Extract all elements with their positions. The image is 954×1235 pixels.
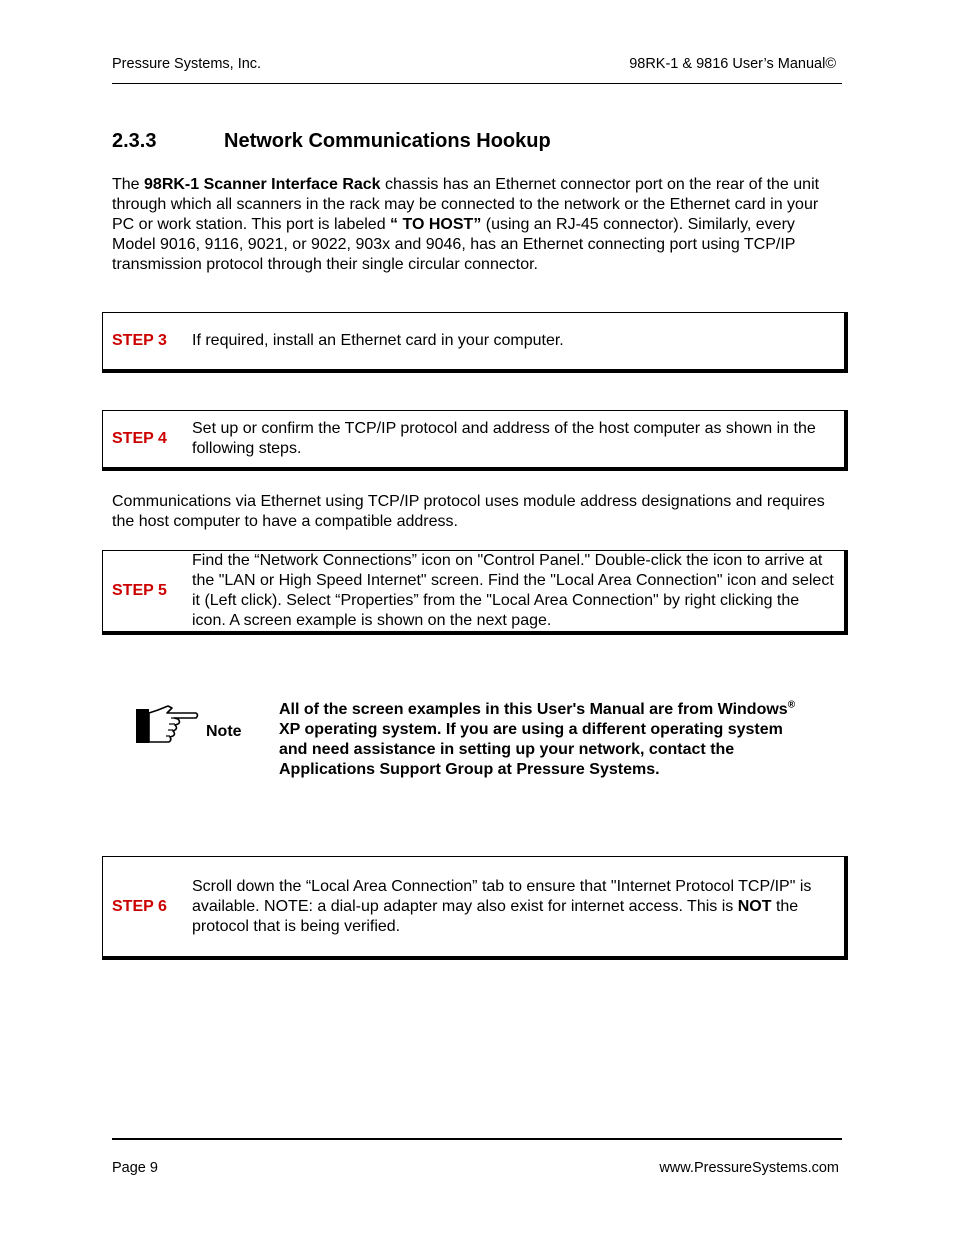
intro-paragraph bbox=[112, 175, 842, 275]
header-manual-title: 98RK-1 & 9816 User’s Manual© bbox=[629, 56, 836, 72]
step-5-text: Find the “Network Connections” icon on "Control Panel." Double-click the icon to arrive at the "LAN or High Speed Internet" screen. Find the "Local Area Connection" icon and select it (Left click). Select “Properties” from the "Local Area Connection" by right clicking the icon. A screen example is shown on the next page. bbox=[192, 552, 834, 629]
step-4-box bbox=[102, 410, 848, 471]
step-3-label: STEP 3 bbox=[112, 332, 167, 349]
note-text bbox=[279, 700, 799, 780]
step-5-label: STEP 5 bbox=[112, 582, 167, 599]
step-4-label: STEP 4 bbox=[112, 430, 167, 447]
page-number: Page 9 bbox=[112, 1160, 158, 1176]
step-6-text-1: Scroll down the “Local Area Connection” tab to ensure that "Internet Protocol TCP/IP" is available. NOTE: a dial-up adapter may also exist for internet access. This is bbox=[192, 877, 812, 915]
intro-text-2: chassis has an Ethernet connector port on the rear of the unit through which all scanners in the rack may be connected to the network or the Ethernet card in your PC or work station. This port is labeled bbox=[112, 176, 820, 233]
footer-website: www.PressureSystems.com bbox=[659, 1160, 839, 1176]
registered-mark: ® bbox=[787, 699, 796, 711]
step-3-text: If required, install an Ethernet card in your computer. bbox=[192, 332, 564, 349]
note-label: Note bbox=[206, 723, 242, 740]
step-6-label: STEP 6 bbox=[112, 897, 167, 915]
intro-text-3: (using an RJ-45 connector). Similarly, every Model 9016, 9116, 9021, or 9022, 903x and 9046, has an Ethernet connecting port using TCP/IP transmission protocol through their single circular connector. bbox=[112, 216, 796, 273]
step-3-box bbox=[102, 312, 848, 373]
header-company: Pressure Systems, Inc. bbox=[112, 56, 262, 72]
header-rule bbox=[112, 83, 842, 84]
note-text-1: All of the screen examples in this User's Manual are from Windows bbox=[279, 701, 788, 718]
step-5-box bbox=[102, 550, 848, 635]
intro-bold-port: “ TO HOST” bbox=[390, 216, 482, 233]
footer-rule bbox=[112, 1138, 842, 1140]
communications-paragraph: Communications via Ethernet using TCP/IP protocol uses module address designations and requires the host computer to have a compatible address. bbox=[112, 493, 825, 530]
step-6-text-2: the protocol that is being verified. bbox=[192, 897, 799, 935]
step-6-text bbox=[192, 877, 844, 937]
step-6-box bbox=[102, 856, 848, 960]
note-text-2: XP operating system. If you are using a different operating system and need assistance in setting up your network, contact the Applications Support Group at Pressure Systems. bbox=[279, 721, 783, 778]
section-title: Network Communications Hookup bbox=[224, 130, 551, 152]
step-6-bold-not: NOT bbox=[737, 897, 772, 915]
intro-bold-product: 98RK-1 Scanner Interface Rack bbox=[144, 176, 381, 193]
step-4-text: Set up or confirm the TCP/IP protocol and address of the host computer as shown in the following steps. bbox=[192, 420, 816, 457]
pointing-hand-icon bbox=[134, 703, 200, 745]
section-heading bbox=[112, 130, 551, 153]
intro-text-1: The bbox=[112, 176, 145, 193]
section-number: 2.3.3 bbox=[112, 130, 157, 152]
